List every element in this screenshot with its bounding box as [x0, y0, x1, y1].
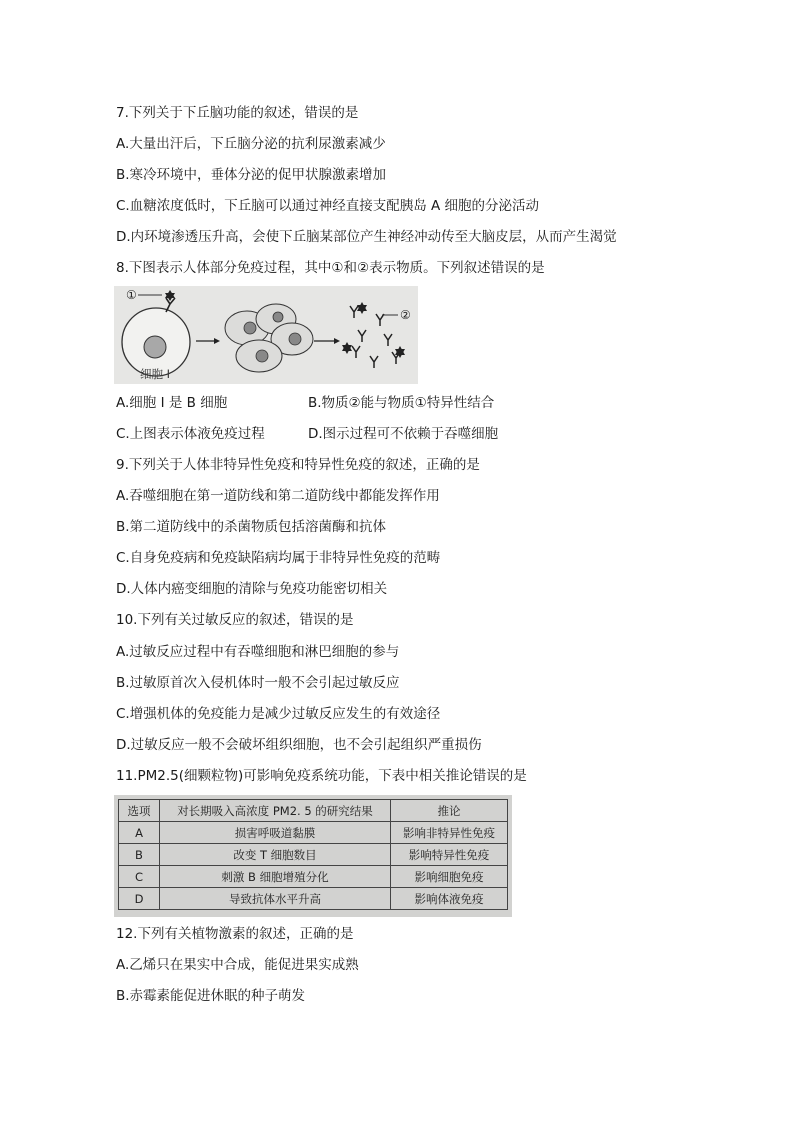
arrow-2-head — [334, 338, 340, 344]
arrow-1-head — [214, 338, 220, 344]
label-substance-1: ① — [126, 288, 137, 302]
table-row — [119, 822, 508, 844]
table-row — [119, 866, 508, 888]
immune-process-figure — [114, 286, 418, 384]
q12-option-b: B.赤霉素能促进休眠的种子萌发 — [116, 988, 306, 1004]
table-cell: A — [119, 822, 160, 844]
q9-stem: 9.下列关于人体非特异性免疫和特异性免疫的叙述，正确的是 — [116, 457, 480, 473]
table-header-cell: 对长期吸入高浓度 PM2. 5 的研究结果 — [160, 800, 391, 822]
table-row — [119, 844, 508, 866]
table-row — [119, 888, 508, 910]
pm25-table — [118, 799, 508, 910]
antigen-marks — [342, 302, 405, 358]
q7-option-b: B.寒冷环境中，垂体分泌的促甲状腺激素增加 — [116, 167, 387, 183]
q10-option-d: D.过敏反应一般不会破坏组织细胞，也不会引起组织严重损伤 — [116, 737, 482, 753]
table-header-cell: 选项 — [119, 800, 160, 822]
pm25-table-panel — [114, 795, 512, 917]
q12-option-a: A.乙烯只在果实中合成，能促进果实成熟 — [116, 957, 359, 973]
table-cell: 影响特异性免疫 — [391, 844, 508, 866]
q10-option-b: B.过敏原首次入侵机体时一般不会引起过敏反应 — [116, 675, 400, 691]
q9-option-d: D.人体内癌变细胞的清除与免疫功能密切相关 — [116, 581, 388, 597]
table-cell: 影响非特异性免疫 — [391, 822, 508, 844]
table-cell: B — [119, 844, 160, 866]
table-header-row — [119, 800, 508, 822]
table-cell: 影响体液免疫 — [391, 888, 508, 910]
q7-option-d: D.内环境渗透压升高，会使下丘脑某部位产生神经冲动传至大脑皮层，从而产生渴觉 — [116, 229, 617, 245]
table-header-cell: 推论 — [391, 800, 508, 822]
q7-stem: 7.下列关于下丘脑功能的叙述，错误的是 — [116, 105, 359, 121]
table-cell: 刺激 B 细胞增殖分化 — [160, 866, 391, 888]
table-cell: 改变 T 细胞数目 — [160, 844, 391, 866]
cell-i-label: 细胞 Ⅰ — [140, 367, 171, 381]
q8-option-d: D.图示过程可不依赖于吞噬细胞 — [308, 426, 499, 442]
label-substance-2: ② — [400, 308, 411, 322]
q10-option-c: C.增强机体的免疫能力是减少过敏反应发生的有效途径 — [116, 706, 441, 722]
q10-option-a: A.过敏反应过程中有吞噬细胞和淋巴细胞的参与 — [116, 644, 400, 660]
q8-option-b: B.物质②能与物质①特异性结合 — [308, 395, 495, 411]
q12-stem: 12.下列有关植物激素的叙述，正确的是 — [116, 926, 354, 942]
table-cell: C — [119, 866, 160, 888]
q9-option-b: B.第二道防线中的杀菌物质包括溶菌酶和抗体 — [116, 519, 387, 535]
q7-option-c: C.血糖浓度低时，下丘脑可以通过神经直接支配胰岛 A 细胞的分泌活动 — [116, 198, 540, 214]
q10-stem: 10.下列有关过敏反应的叙述，错误的是 — [116, 612, 354, 628]
immune-process-diagram — [114, 286, 418, 384]
q7-option-a: A.大量出汗后，下丘脑分泌的抗利尿激素减少 — [116, 136, 386, 152]
q11-stem: 11.PM2.5(细颗粒物)可影响免疫系统功能，下表中相关推论错误的是 — [116, 768, 527, 784]
table-cell: 影响细胞免疫 — [391, 866, 508, 888]
table-cell: 损害呼吸道黏膜 — [160, 822, 391, 844]
q8-option-a: A.细胞 Ⅰ 是 B 细胞 — [116, 395, 228, 411]
table-cell: 导致抗体水平升高 — [160, 888, 391, 910]
q8-stem: 8.下图表示人体部分免疫过程，其中①和②表示物质。下列叙述错误的是 — [116, 260, 545, 276]
q9-option-c: C.自身免疫病和免疫缺陷病均属于非特异性免疫的范畴 — [116, 550, 441, 566]
q8-option-c: C.上图表示体液免疫过程 — [116, 426, 265, 442]
table-cell: D — [119, 888, 160, 910]
cell-i-nucleus — [144, 336, 166, 358]
q9-option-a: A.吞噬细胞在第一道防线和第二道防线中都能发挥作用 — [116, 488, 440, 504]
